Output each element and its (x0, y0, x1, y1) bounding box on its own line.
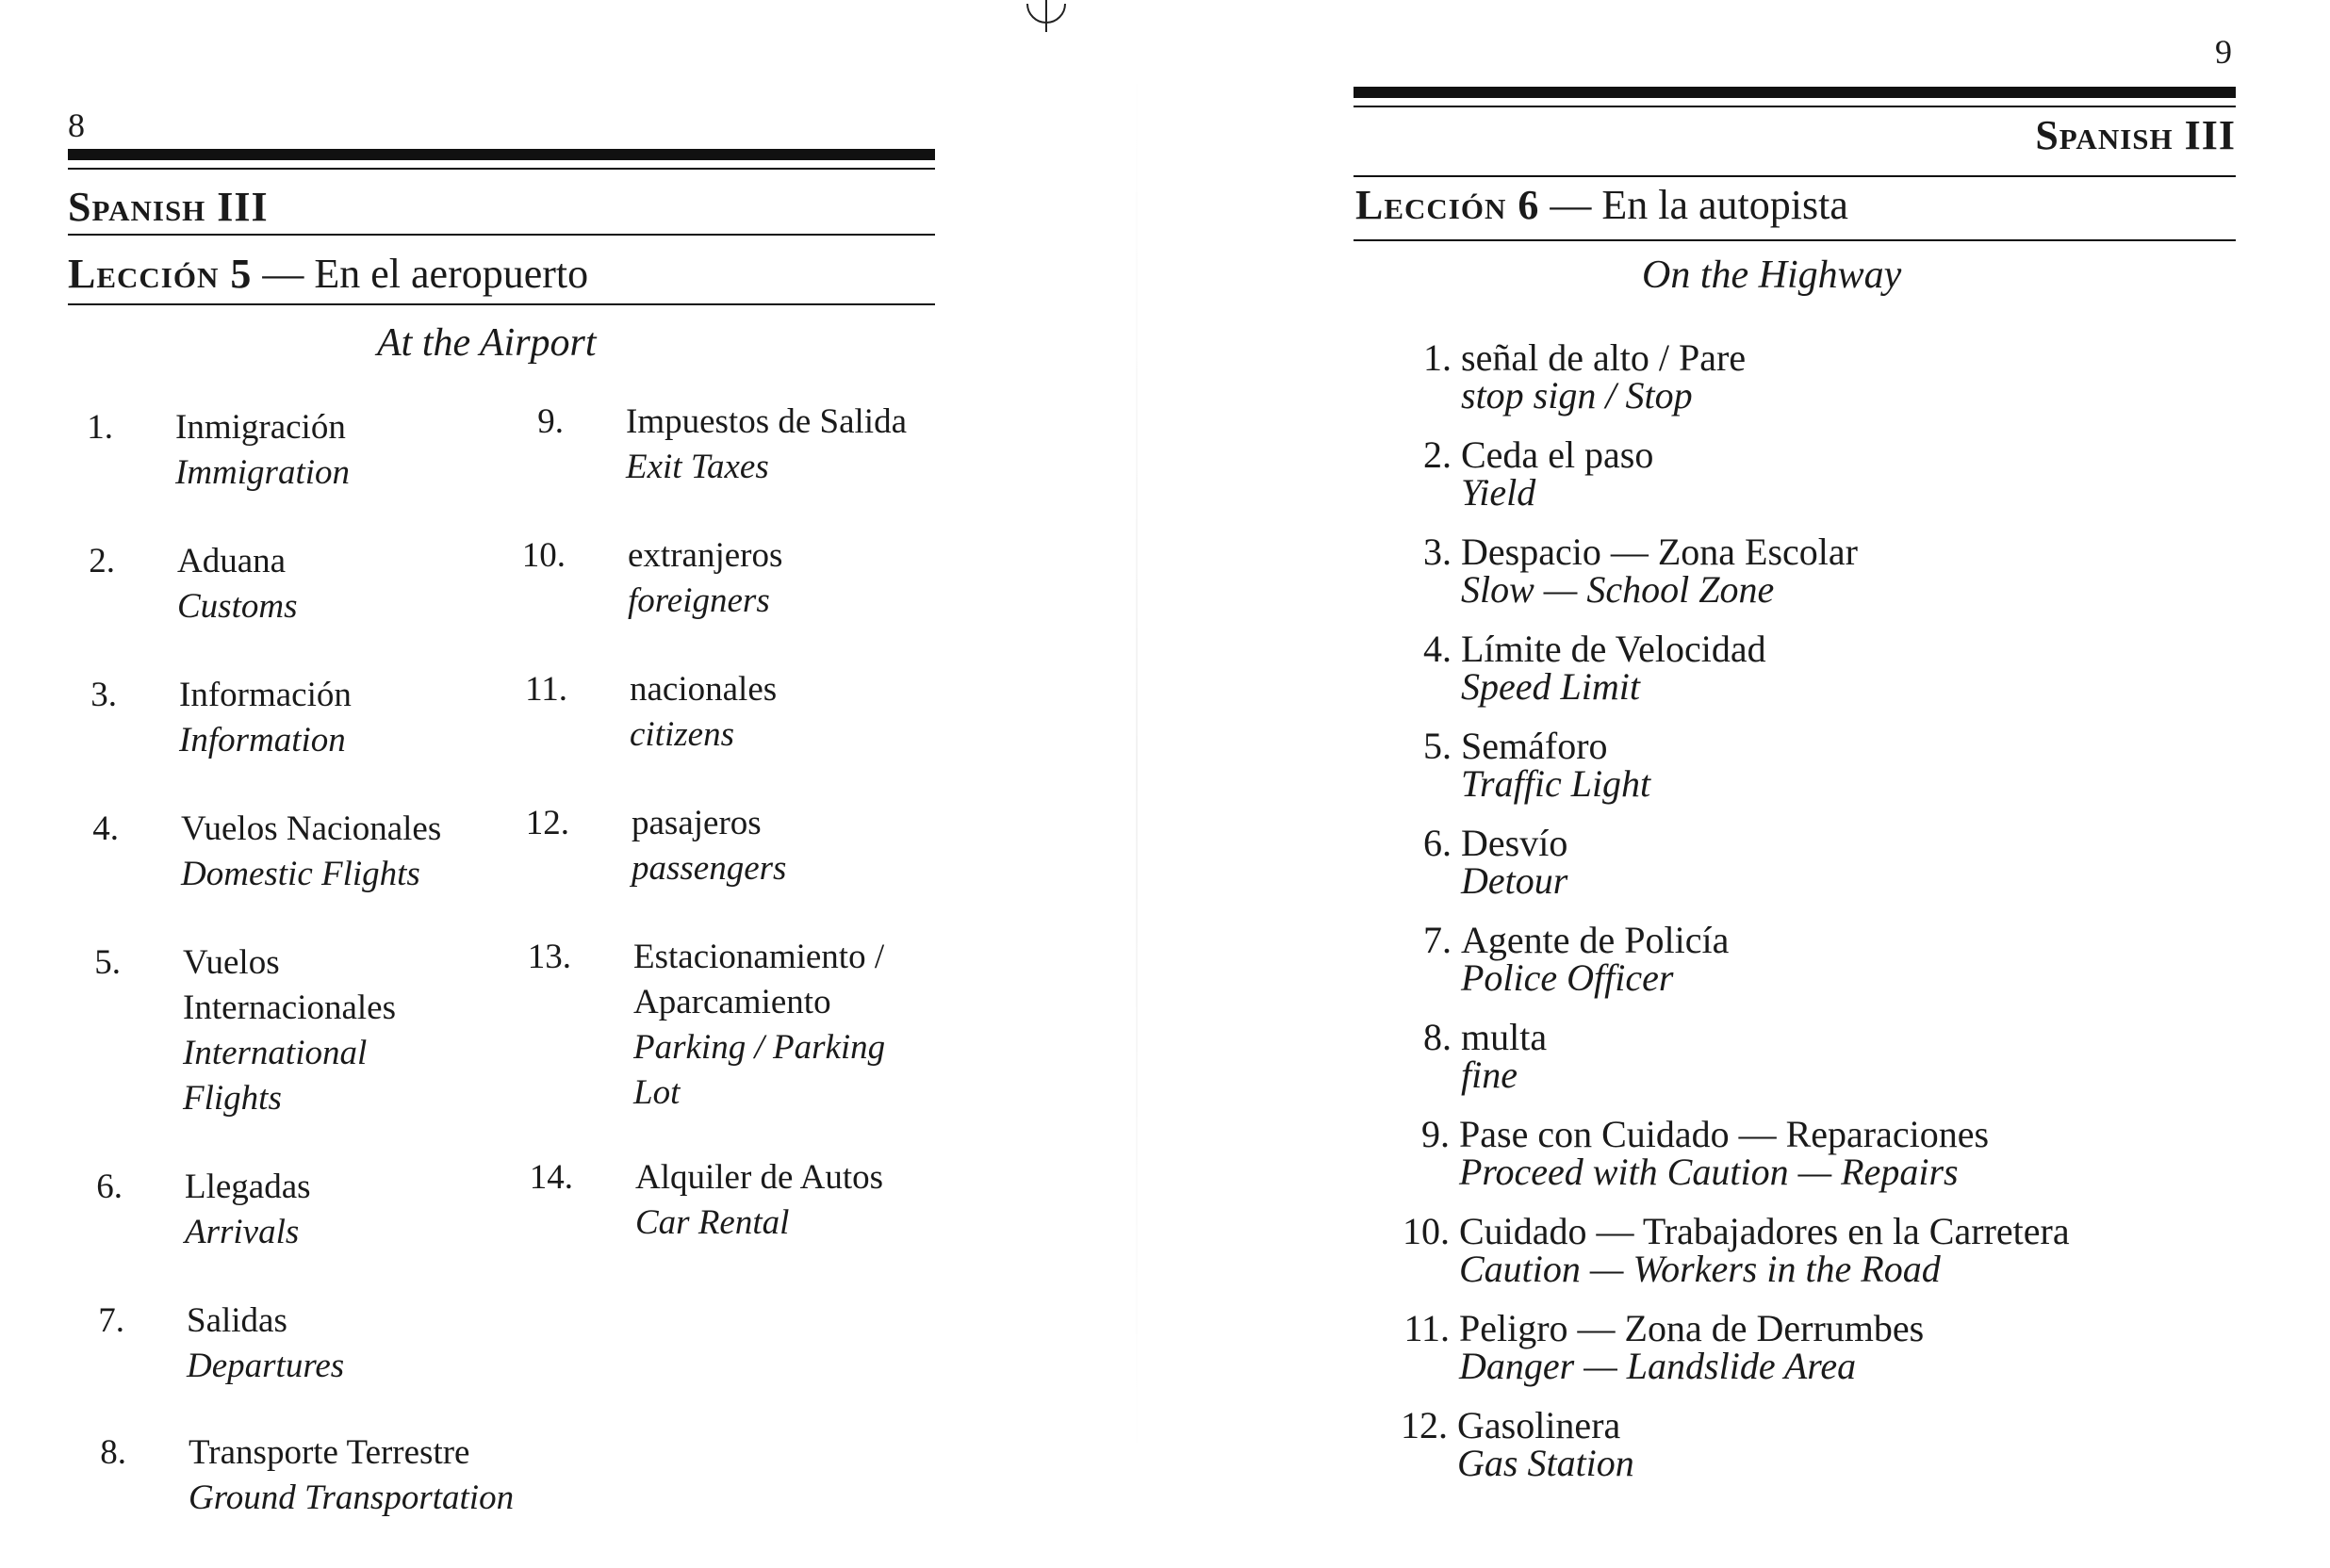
list-item (1423, 628, 1766, 708)
item-spanish: Peligro — Zona de Derrumbes (1459, 1307, 1925, 1349)
item-spanish: Alquiler de Autos (635, 1158, 884, 1197)
list-item (90, 673, 352, 763)
item-spanish: Vuelos Nacionales (181, 809, 442, 848)
item-spanish: Llegadas (185, 1168, 311, 1206)
item-english: Traffic Light (1461, 762, 1651, 805)
item-english: Lot (633, 1073, 681, 1112)
item-spanish: Vuelos (183, 943, 280, 982)
item-number: 11. (1403, 1307, 1450, 1349)
item-number: 2. (1423, 433, 1452, 476)
item-number: 9. (1421, 1113, 1450, 1155)
item-number: 1. (1423, 336, 1452, 379)
title-rule (1354, 175, 2236, 177)
item-english: Police Officer (1461, 956, 1674, 999)
list-item (92, 807, 442, 897)
item-english: stop sign / Stop (1461, 374, 1693, 416)
lesson-subtitle: On the Highway (1642, 253, 1902, 297)
item-number: 3. (1423, 531, 1452, 573)
lesson-label: Lección 5 (68, 251, 253, 297)
item-spanish: Despacio — Zona Escolar (1461, 531, 1858, 573)
item-english: Slow — School Zone (1461, 568, 1775, 611)
item-english: International (183, 1034, 368, 1072)
header-rule-thin (1354, 106, 2236, 107)
item-spanish: Ceda el paso (1461, 433, 1654, 476)
item-spanish: Información (179, 676, 352, 714)
item-english: Ground Transportation (189, 1478, 515, 1517)
list-item (1403, 1210, 2070, 1290)
item-number: 4. (92, 809, 119, 848)
list-item (529, 1155, 884, 1246)
item-spanish: Pase con Cuidado — Reparaciones (1459, 1113, 1990, 1155)
item-spanish: Internacionales (183, 988, 396, 1027)
lesson-heading (68, 250, 588, 298)
list-item (525, 667, 778, 758)
list-item (1423, 433, 1654, 514)
item-english: Gas Station (1457, 1442, 1634, 1484)
list-item (100, 1430, 515, 1521)
item-spanish: Gasolinera (1457, 1404, 1621, 1446)
right-page (1165, 0, 2330, 1568)
list-item (1423, 531, 1858, 611)
item-spanish: Estacionamiento / (633, 938, 885, 976)
item-number: 11. (525, 670, 567, 709)
list-item (94, 940, 396, 1121)
book-title: Spanish III (2035, 112, 2236, 158)
item-english: Exit Taxes (626, 448, 769, 486)
item-number: 14. (529, 1158, 573, 1197)
list-item (96, 1165, 311, 1255)
item-spanish: Semáforo (1461, 725, 1608, 767)
list-item (521, 533, 783, 624)
item-english: Proceed with Caution — Repairs (1459, 1151, 1959, 1193)
lesson-rule (68, 303, 935, 305)
item-number: 12. (525, 804, 569, 842)
item-spanish: pasajeros (632, 804, 762, 842)
lesson-label: Lección 6 (1355, 182, 1540, 228)
item-english: Car Rental (635, 1203, 790, 1242)
list-item (1423, 1016, 1548, 1096)
list-item (87, 405, 350, 496)
item-spanish: Agente de Policía (1461, 919, 1730, 961)
lesson-title: En el aeropuerto (314, 251, 589, 297)
item-number: 2. (89, 542, 115, 580)
item-english: Detour (1461, 859, 1568, 902)
page-number: 9 (2215, 33, 2232, 71)
item-spanish: señal de alto / Pare (1461, 336, 1747, 379)
list-item (1423, 919, 1730, 999)
item-spanish: nacionales (630, 670, 778, 709)
list-item (89, 539, 298, 629)
book-title: Spanish III (68, 184, 269, 230)
item-number: 5. (1423, 725, 1452, 767)
item-english: fine (1461, 1054, 1518, 1096)
item-number: 7. (98, 1301, 124, 1340)
item-spanish: Impuestos de Salida (626, 402, 908, 441)
item-spanish: extranjeros (628, 536, 783, 575)
item-number: 12. (1401, 1404, 1448, 1446)
item-english: Caution — Workers in the Road (1459, 1248, 1941, 1290)
item-english: Flights (183, 1079, 282, 1118)
list-item (1423, 725, 1651, 805)
item-spanish: Desvío (1461, 822, 1568, 864)
item-number: 6. (96, 1168, 123, 1206)
item-number: 1. (87, 408, 113, 447)
header-rule-thin (68, 168, 935, 170)
item-english: Arrivals (185, 1213, 300, 1251)
item-english: Information (179, 721, 346, 760)
item-number: 10. (1403, 1210, 1450, 1252)
lesson-rule (1354, 239, 2236, 241)
item-number: 5. (94, 943, 121, 982)
item-spanish: Transporte Terrestre (189, 1433, 470, 1472)
item-number: 8. (100, 1433, 126, 1472)
item-english: Speed Limit (1461, 665, 1640, 708)
item-spanish: Aparcamiento (633, 983, 831, 1021)
list-item (537, 400, 908, 490)
list-item (527, 935, 886, 1116)
item-english: citizens (630, 715, 734, 754)
lesson-subtitle: At the Airport (377, 321, 597, 365)
item-english: Customs (177, 587, 298, 626)
title-rule (68, 234, 935, 236)
item-spanish: Salidas (187, 1301, 287, 1340)
item-spanish: Aduana (177, 542, 287, 580)
item-english: passengers (632, 849, 787, 888)
item-english: Departures (187, 1347, 345, 1385)
header-rule-thick (1354, 87, 2236, 98)
page-number: 8 (68, 106, 85, 144)
lesson-dash: — (262, 251, 304, 297)
item-spanish: multa (1461, 1016, 1548, 1058)
item-number: 10. (521, 536, 566, 575)
item-spanish: Inmigración (175, 408, 346, 447)
item-number: 7. (1423, 919, 1452, 961)
list-item (98, 1298, 345, 1389)
item-english: Yield (1461, 471, 1536, 514)
item-english: Danger — Landslide Area (1459, 1345, 1857, 1387)
item-number: 13. (527, 938, 571, 976)
list-item (1423, 336, 1747, 416)
item-spanish: Límite de Velocidad (1461, 628, 1766, 670)
lesson-dash: — (1550, 182, 1592, 228)
item-number: 8. (1423, 1016, 1452, 1058)
item-number: 6. (1423, 822, 1452, 864)
item-number: 3. (90, 676, 117, 714)
item-english: foreigners (628, 581, 770, 620)
lesson-title: En la autopista (1601, 182, 1848, 228)
list-item (1401, 1404, 1634, 1484)
lesson-heading (1355, 181, 1848, 229)
item-number: 4. (1423, 628, 1452, 670)
item-number: 9. (537, 402, 564, 441)
header-rule-thick (68, 149, 935, 160)
item-spanish: Cuidado — Trabajadores en la Carretera (1459, 1210, 2070, 1252)
list-item (1423, 822, 1568, 902)
list-item (525, 801, 787, 891)
list-item (1403, 1307, 1925, 1387)
item-english: Parking / Parking (633, 1028, 886, 1067)
item-english: Immigration (175, 453, 350, 492)
item-english: Domestic Flights (181, 855, 420, 893)
list-item (1421, 1113, 1990, 1193)
